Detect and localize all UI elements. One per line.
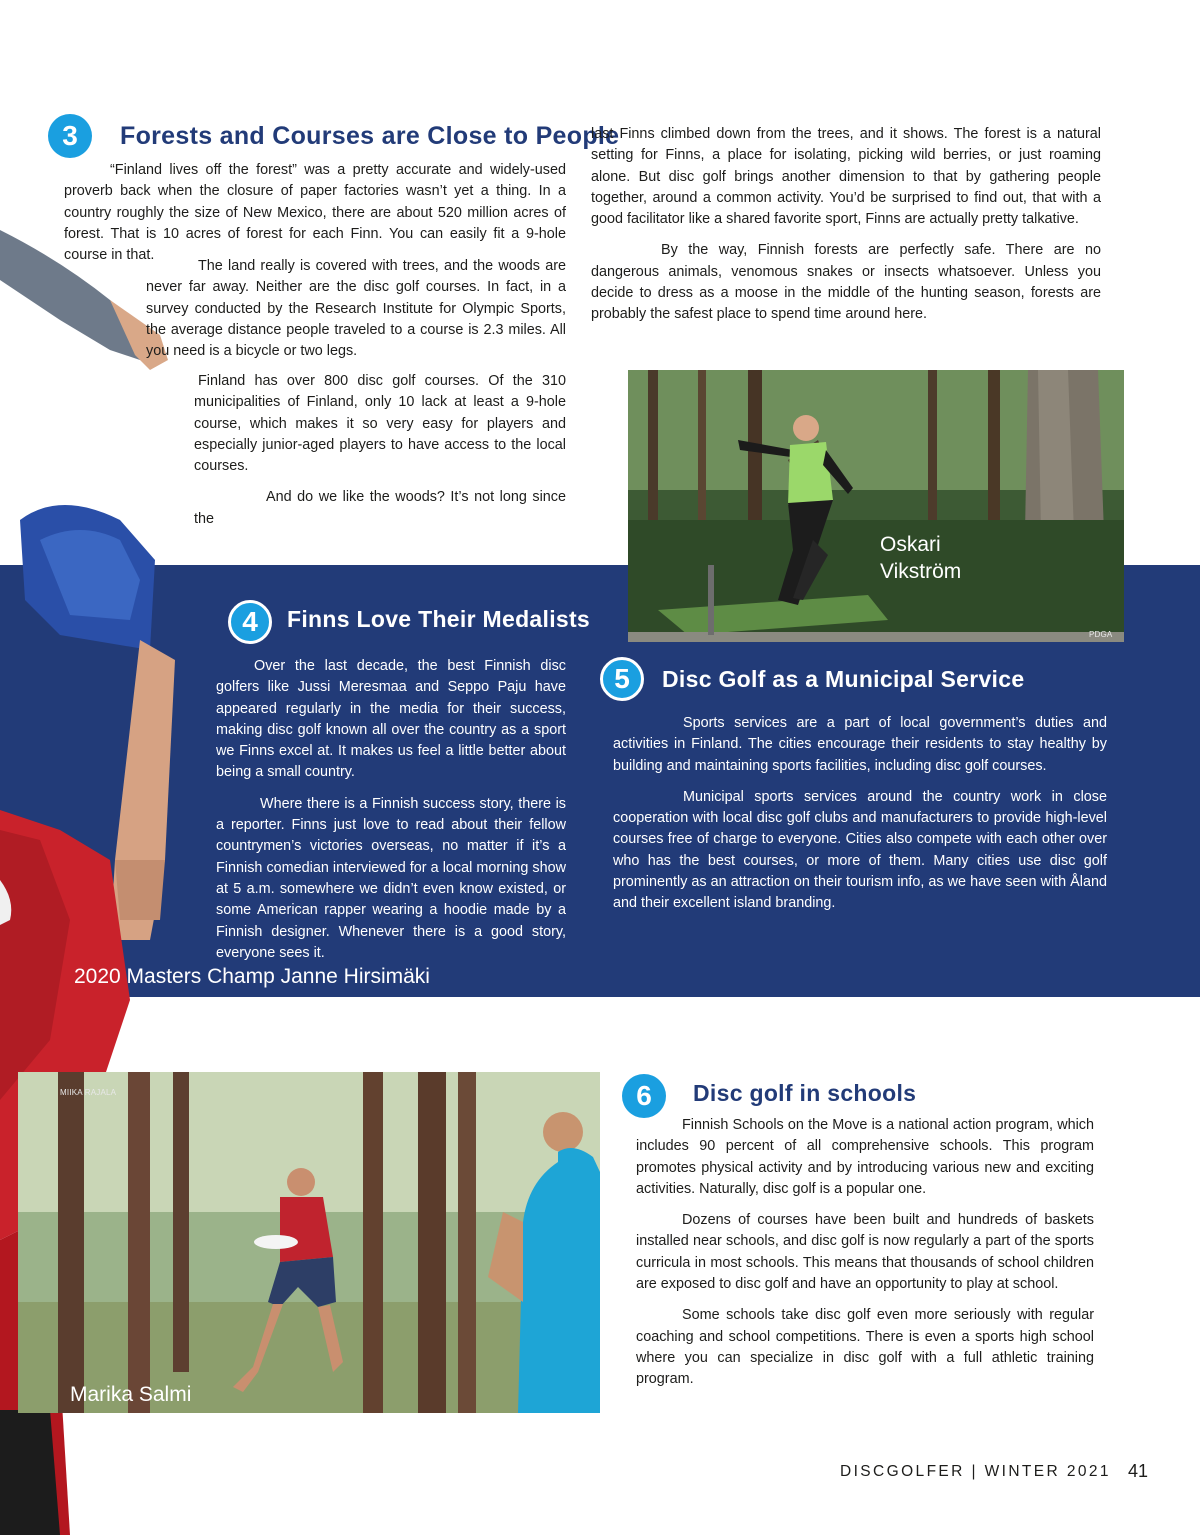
section-4-number: 4 <box>228 600 272 644</box>
oskari-photo-credit: PDGA <box>1089 630 1113 639</box>
section-6-number: 6 <box>622 1074 666 1118</box>
section-5-paragraph-2: Municipal sports services around the country work in close cooperation with local disc golf clubs and manufacturers to provide high-level courses free of charge to everyone. Cities also compete with each other over who has the best courses, or more of them. Many cities use disc golf prominently as an attraction on their tourism info, as we have seen with Åland and their excellent island branding. <box>613 788 1107 912</box>
section-6-heading: Disc golf in schools <box>693 1080 917 1106</box>
section-3-paragraph-5: last Finns climbed down from the trees, and it shows. The forest is a natural setting for Finns, a place for isolating, picking wild berries, or just roaming alone. But disc golf brings another dimension to that by gathering people together, around a common activity. You’d be surprised to find out, that with a good facilitator like a shared favorite sport, Finns are actually pretty talkative. <box>591 126 1101 228</box>
section-3-column-1b <box>146 256 566 372</box>
section-5-number: 5 <box>600 657 644 701</box>
section-3-heading: Forests and Courses are Close to People <box>120 122 620 150</box>
section-4-paragraph-1: Over the last decade, the best Finnish disc golfers like Jussi Meresmaa and Seppo Paju have appeared regularly in the media for their success, making disc golf known all over the country as a sport we Finns excel at. It makes us feel a little better about being a small country. <box>216 658 566 781</box>
section-5-column <box>613 713 1107 925</box>
oskari-photo-caption <box>880 531 961 585</box>
janne-photo-caption: 2020 Masters Champ Janne Hirsimäki <box>74 965 430 988</box>
section-4-heading: Finns Love Their Medalists <box>287 606 591 632</box>
section-3-paragraph-4: And do we like the woods? It’s not long since the <box>194 489 566 527</box>
marika-photo-caption: Marika Salmi <box>70 1383 192 1406</box>
oskari-caption-line-1: Oskari <box>880 533 941 556</box>
section-3-paragraph-1: “Finland lives off the forest” was a pretty accurate and widely-used proverb back when the closure of paper factories wasn’t yet a thing. In a country roughly the size of New Mexico, there are about 520 million acres of forest. That is 10 acres of forest for each Finn. You can easily fit a 9-hole course in that. <box>64 162 566 264</box>
section-6-column <box>636 1115 1094 1401</box>
section-5-paragraph-1: Sports services are a part of local government’s duties and activities in Finland. The cities encourage their residents to stay healthy by building and maintaining sports facilities, including disc golf courses. <box>613 715 1107 774</box>
section-6-paragraph-1: Finnish Schools on the Move is a national action program, which includes 90 percent of all comprehensive schools. This program promotes physical activity and by introducing various new and exciting activities. Naturally, disc golf is a popular one. <box>636 1117 1094 1197</box>
section-5-heading: Disc Golf as a Municipal Service <box>662 666 1025 692</box>
section-6-paragraph-2: Dozens of courses have been built and hundreds of baskets installed near schools, and disc golf is now regularly a part of the sports curricula in most schools. This means that thousands of school children are exposed to disc golf and have an opportunity to play at school. <box>636 1212 1094 1293</box>
section-4-column <box>216 656 566 974</box>
page-number: 41 <box>1128 1461 1149 1481</box>
section-3-paragraph-2: The land really is covered with trees, and the woods are never far away. Neither are the disc golf courses. In fact, in a survey conducted by the Research Institute for Olympic Sports, the average distance people traveled to a course is 2.3 miles. All you need is a bicycle or two legs. <box>146 258 566 360</box>
section-3-column-1c <box>194 371 566 540</box>
marika-salmi-photo <box>18 1072 600 1413</box>
marika-photo-credit: MIIKA RAJALA <box>60 1088 117 1097</box>
oskari-vikstrom-photo <box>628 370 1124 642</box>
magazine-footer: DISCGOLFER | WINTER 2021 <box>840 1463 1111 1480</box>
section-6-paragraph-3: Some schools take disc golf even more seriously with regular coaching and school competitions. There is even a sports high school where you can specialize in disc golf with a full athletic training program. <box>636 1307 1094 1388</box>
section-3-paragraph-3: Finland has over 800 disc golf courses. Of the 310 municipalities of Finland, only 10 lack at least a 9-hole course, which makes it so very easy for players and especially junior-aged players to have access to the local courses. <box>194 373 566 475</box>
section-3-column-2 <box>591 124 1101 336</box>
oskari-caption-line-2: Vikström <box>880 560 962 583</box>
section-3-number: 3 <box>48 114 92 158</box>
section-3-paragraph-6: By the way, Finnish forests are perfectly safe. There are no dangerous animals, venomous snakes or insects whatsoever. Unless you decide to dress as a moose in the middle of the hunting season, forests are probably the safest place to spend time around here. <box>591 242 1101 323</box>
section-4-paragraph-2: Where there is a Finnish success story, there is a reporter. Finns just love to read about their fellow countrymen’s victories overseas, no matter if it’s a Finnish comedian interviewed for a local morning show at 5 a.m. somewhere we didn’t even know existed, or some American rapper wearing a hoodie made by a Finnish designer. Whenever there is a good story, everyone sees it. <box>216 795 566 961</box>
